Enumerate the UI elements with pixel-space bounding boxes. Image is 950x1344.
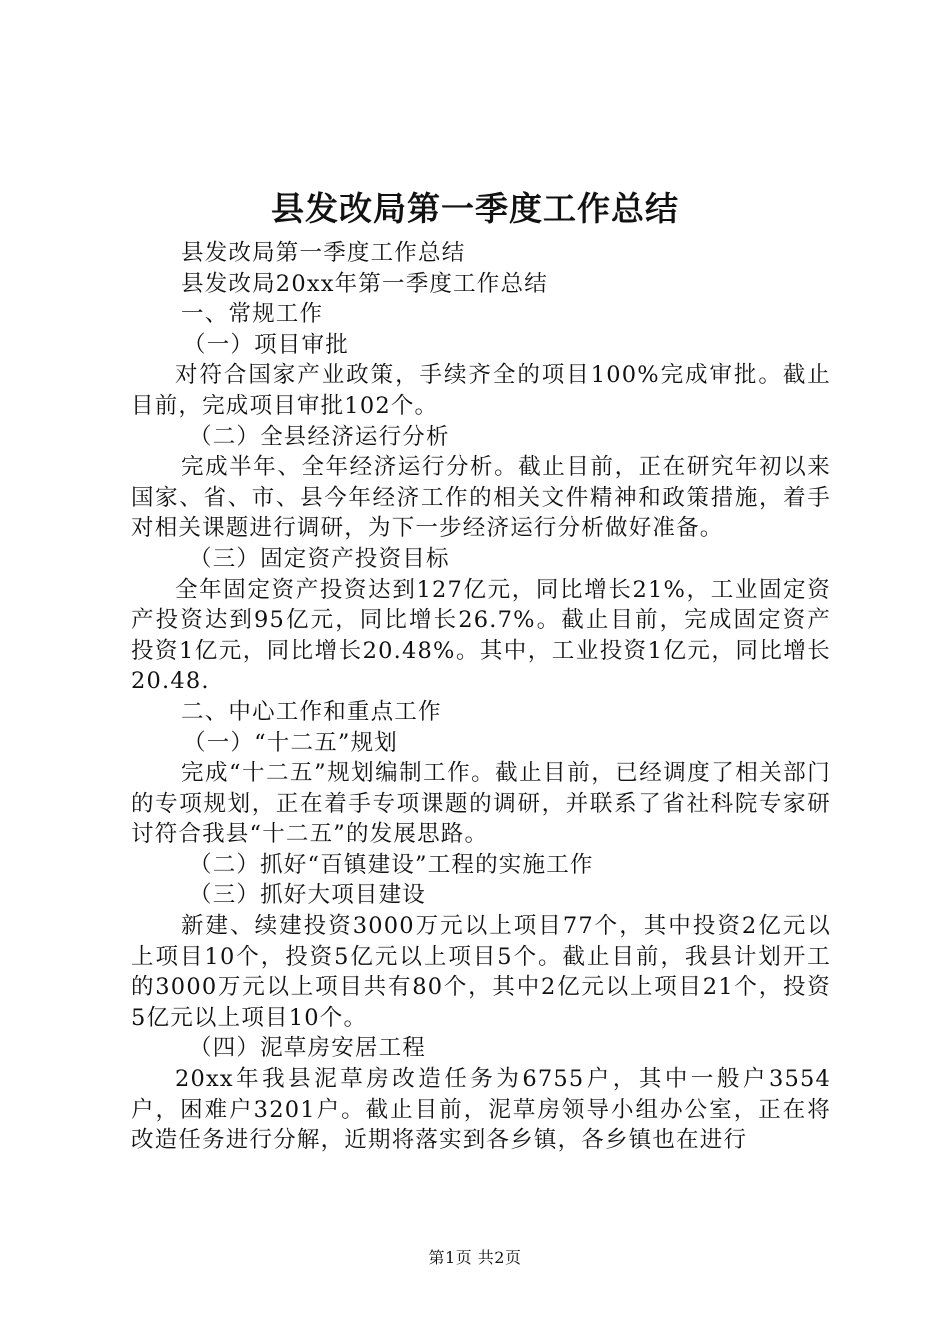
subsection-heading-hundred-towns: （二）抓好“百镇建设”工程的实施工作 [189,851,594,878]
section-heading-routine-work: 一、常规工作 [181,301,324,328]
paragraph-housing-project: 20xx年我县泥草房改造任务为6755户，其中一般户3554户，困难户3201户。截止目前，泥草房领导小组办公室，正在将改造任务进行分解，近期将落实到各乡镇，各乡镇也在进行 [131,1066,831,1154]
section-heading-key-work: 二、中心工作和重点工作 [181,698,442,725]
subsection-heading-major-projects: （三）抓好大项目建设 [189,882,427,909]
subsection-heading-fixed-asset-investment: （三）固定资产投资目标 [189,545,450,572]
paragraph-subtitle: 县发改局20xx年第一季度工作总结 [181,270,548,297]
page-number-footer: 第1页 共2页 [428,1248,522,1267]
paragraph-economic-analysis: 完成半年、全年经济运行分析。截止目前，正在研究年初以来国家、省、市、县今年经济工作的相关文件精神和政策措施，着手对相关课题进行调研，为下一步经济运行分析做好准备。 [131,454,831,542]
paragraph-five-year-plan: 完成“十二五”规划编制工作。截止目前，已经调度了相关部门的专项规划，正在着手专项课题的调研，并联系了省社科院专家研讨符合我县“十二五”的发展思路。 [131,760,831,848]
subsection-heading-economic-analysis: （二）全县经济运行分析 [189,423,450,450]
paragraph-fixed-asset-investment: 全年固定资产投资达到127亿元，同比增长21%，工业固定资产投资达到95亿元，同比增长26.7%。截止目前，完成固定资产投资1亿元，同比增长20.48%。其中，工业投资1亿元，同比增长20.48. [131,576,831,695]
paragraph-major-projects: 新建、续建投资3000万元以上项目77个，其中投资2亿元以上项目10个，投资5亿元以上项目5个。截止目前，我县计划开工的3000万元以上项目共有80个，其中2亿元以上项目21个，投资5亿元以上项目10个。 [131,913,831,1031]
document-title: 县发改局第一季度工作总结 [271,189,679,228]
subsection-heading-housing-project: （四）泥草房安居工程 [189,1035,427,1062]
subsection-heading-five-year-plan: （一）“十二五”规划 [183,729,399,756]
paragraph-heading-repeat: 县发改局第一季度工作总结 [181,240,466,266]
subsection-heading-project-approval: （一）项目审批 [183,331,349,358]
document-body [131,238,831,1156]
paragraph-project-approval: 对符合国家产业政策，手续齐全的项目100%完成审批。截止目前，完成项目审批102个。 [131,362,831,419]
